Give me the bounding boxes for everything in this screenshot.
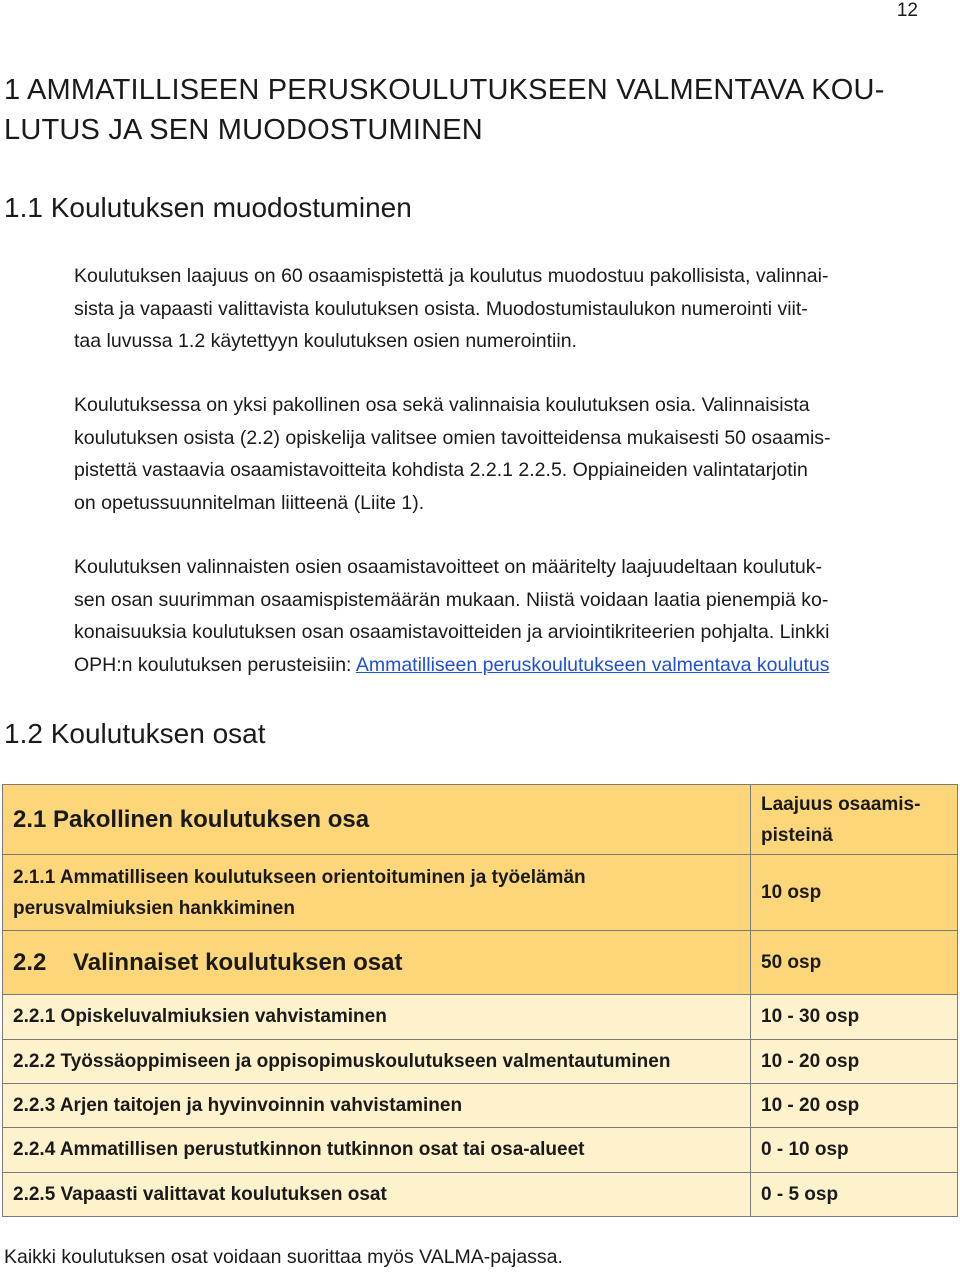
oph-link[interactable]: Ammatilliseen peruskoulutukseen valmentava koulutus <box>355 653 830 676</box>
paragraph-2 <box>74 389 924 519</box>
row-name-cell: 2.2.4 Ammatillisen perustutkinnon tutkinnon osat tai osa-alueet <box>3 1128 751 1173</box>
row-name-cell: 2.2.3 Arjen taitojen ja hyvinvoinnin vahvistaminen <box>3 1084 751 1128</box>
paragraph-line: Koulutuksen valinnaisten osien osaamistavoitteet on määritelty laajuudeltaan koulutuk- <box>74 556 822 578</box>
paragraph-line: pistettä vastaavia osaamistavoitteita kohdista 2.2.1 2.2.5. Oppiaineiden valintatarjotin <box>74 459 808 481</box>
table-row <box>3 1040 958 1084</box>
mandatory-part-cell <box>3 855 751 931</box>
paragraph-line: Koulutuksen laajuus on 60 osaamispistettä ja koulutus muodostuu pakollisista, valinnai- <box>74 265 829 287</box>
table-row <box>3 995 958 1040</box>
row-value-cell: 0 - 5 osp <box>751 1173 958 1217</box>
paragraph-3 <box>74 551 924 681</box>
mandatory-part-line: perusvalmiuksien hankkiminen <box>13 897 295 919</box>
section-heading-1-2: 1.2 Koulutuksen osat <box>4 718 266 749</box>
table-row <box>3 855 958 931</box>
section-heading-1-1: 1.1 Koulutuksen muodostuminen <box>4 192 412 223</box>
mandatory-value-cell: 10 osp <box>751 855 958 931</box>
paragraph-line: Koulutuksessa on yksi pakollinen osa sekä valinnaisia koulutuksen osia. Valinnaisista <box>74 394 810 416</box>
row-value-cell: 10 - 20 osp <box>751 1040 958 1084</box>
chapter-heading <box>4 70 885 150</box>
paragraph-line: sista ja vapaasti valittavista koulutuksen osista. Muodostumistaulukon numerointi viit- <box>74 297 808 320</box>
mandatory-header-cell: 2.1 Pakollinen koulutuksen osa <box>3 785 751 855</box>
paragraph-line: konaisuuksia koulutuksen osan osaamistavoitteiden ja arviointikriteerien pohjalta. Linkki <box>74 621 830 643</box>
row-name-cell: 2.2.5 Vapaasti valittavat koulutuksen osat <box>3 1173 751 1217</box>
mandatory-part-line: 2.1.1 Ammatilliseen koulutukseen orientoituminen ja työelämän <box>13 866 586 888</box>
scope-header-cell <box>751 785 958 855</box>
footer-note: Kaikki koulutuksen osat voidaan suorittaa myös VALMA-pajassa. <box>4 1246 563 1268</box>
row-value-cell: 0 - 10 osp <box>751 1128 958 1173</box>
paragraph-line: sen osan suurimman osaamispistemäärän mukaan. Niistä voidaan laatia pienempiä ko- <box>74 588 829 611</box>
table-row <box>3 1173 958 1217</box>
table-row <box>3 931 958 995</box>
chapter-heading-line: 1 AMMATILLISEEN PERUSKOULUTUKSEEN VALMENTAVA KOU- <box>4 74 885 106</box>
table-row <box>3 1128 958 1173</box>
course-parts-table <box>2 784 958 1217</box>
page-number: 12 <box>896 0 918 21</box>
table-row <box>3 785 958 855</box>
row-value-cell: 10 - 30 osp <box>751 995 958 1040</box>
row-name-cell: 2.2.1 Opiskeluvalmiuksien vahvistaminen <box>3 995 751 1040</box>
scope-header-line: pisteinä <box>761 824 833 846</box>
optional-value-cell: 50 osp <box>751 931 958 995</box>
paragraph-line <box>74 649 924 682</box>
row-name-cell: 2.2.2 Työssäoppimiseen ja oppisopimuskoulutukseen valmentautuminen <box>3 1040 751 1084</box>
row-value-cell: 10 - 20 osp <box>751 1084 958 1128</box>
paragraph-line: koulutuksen osista (2.2) opiskelija valitsee omien tavoitteidensa mukaisesti 50 osaamis- <box>74 426 831 449</box>
link-prefix: OPH:n koulutuksen perusteisiin: <box>74 653 356 676</box>
paragraph-line: on opetussuunnitelman liitteenä (Liite 1). <box>74 491 425 514</box>
chapter-heading-line: LUTUS JA SEN MUODOSTUMINEN <box>4 114 483 146</box>
paragraph-1 <box>74 260 924 358</box>
optional-header-cell: 2.2 Valinnaiset koulutuksen osat <box>3 931 751 995</box>
paragraph-line: taa luvussa 1.2 käytettyyn koulutuksen osien numerointiin. <box>74 330 577 352</box>
scope-header-line: Laajuus osaamis- <box>761 793 921 815</box>
table-row <box>3 1084 958 1128</box>
